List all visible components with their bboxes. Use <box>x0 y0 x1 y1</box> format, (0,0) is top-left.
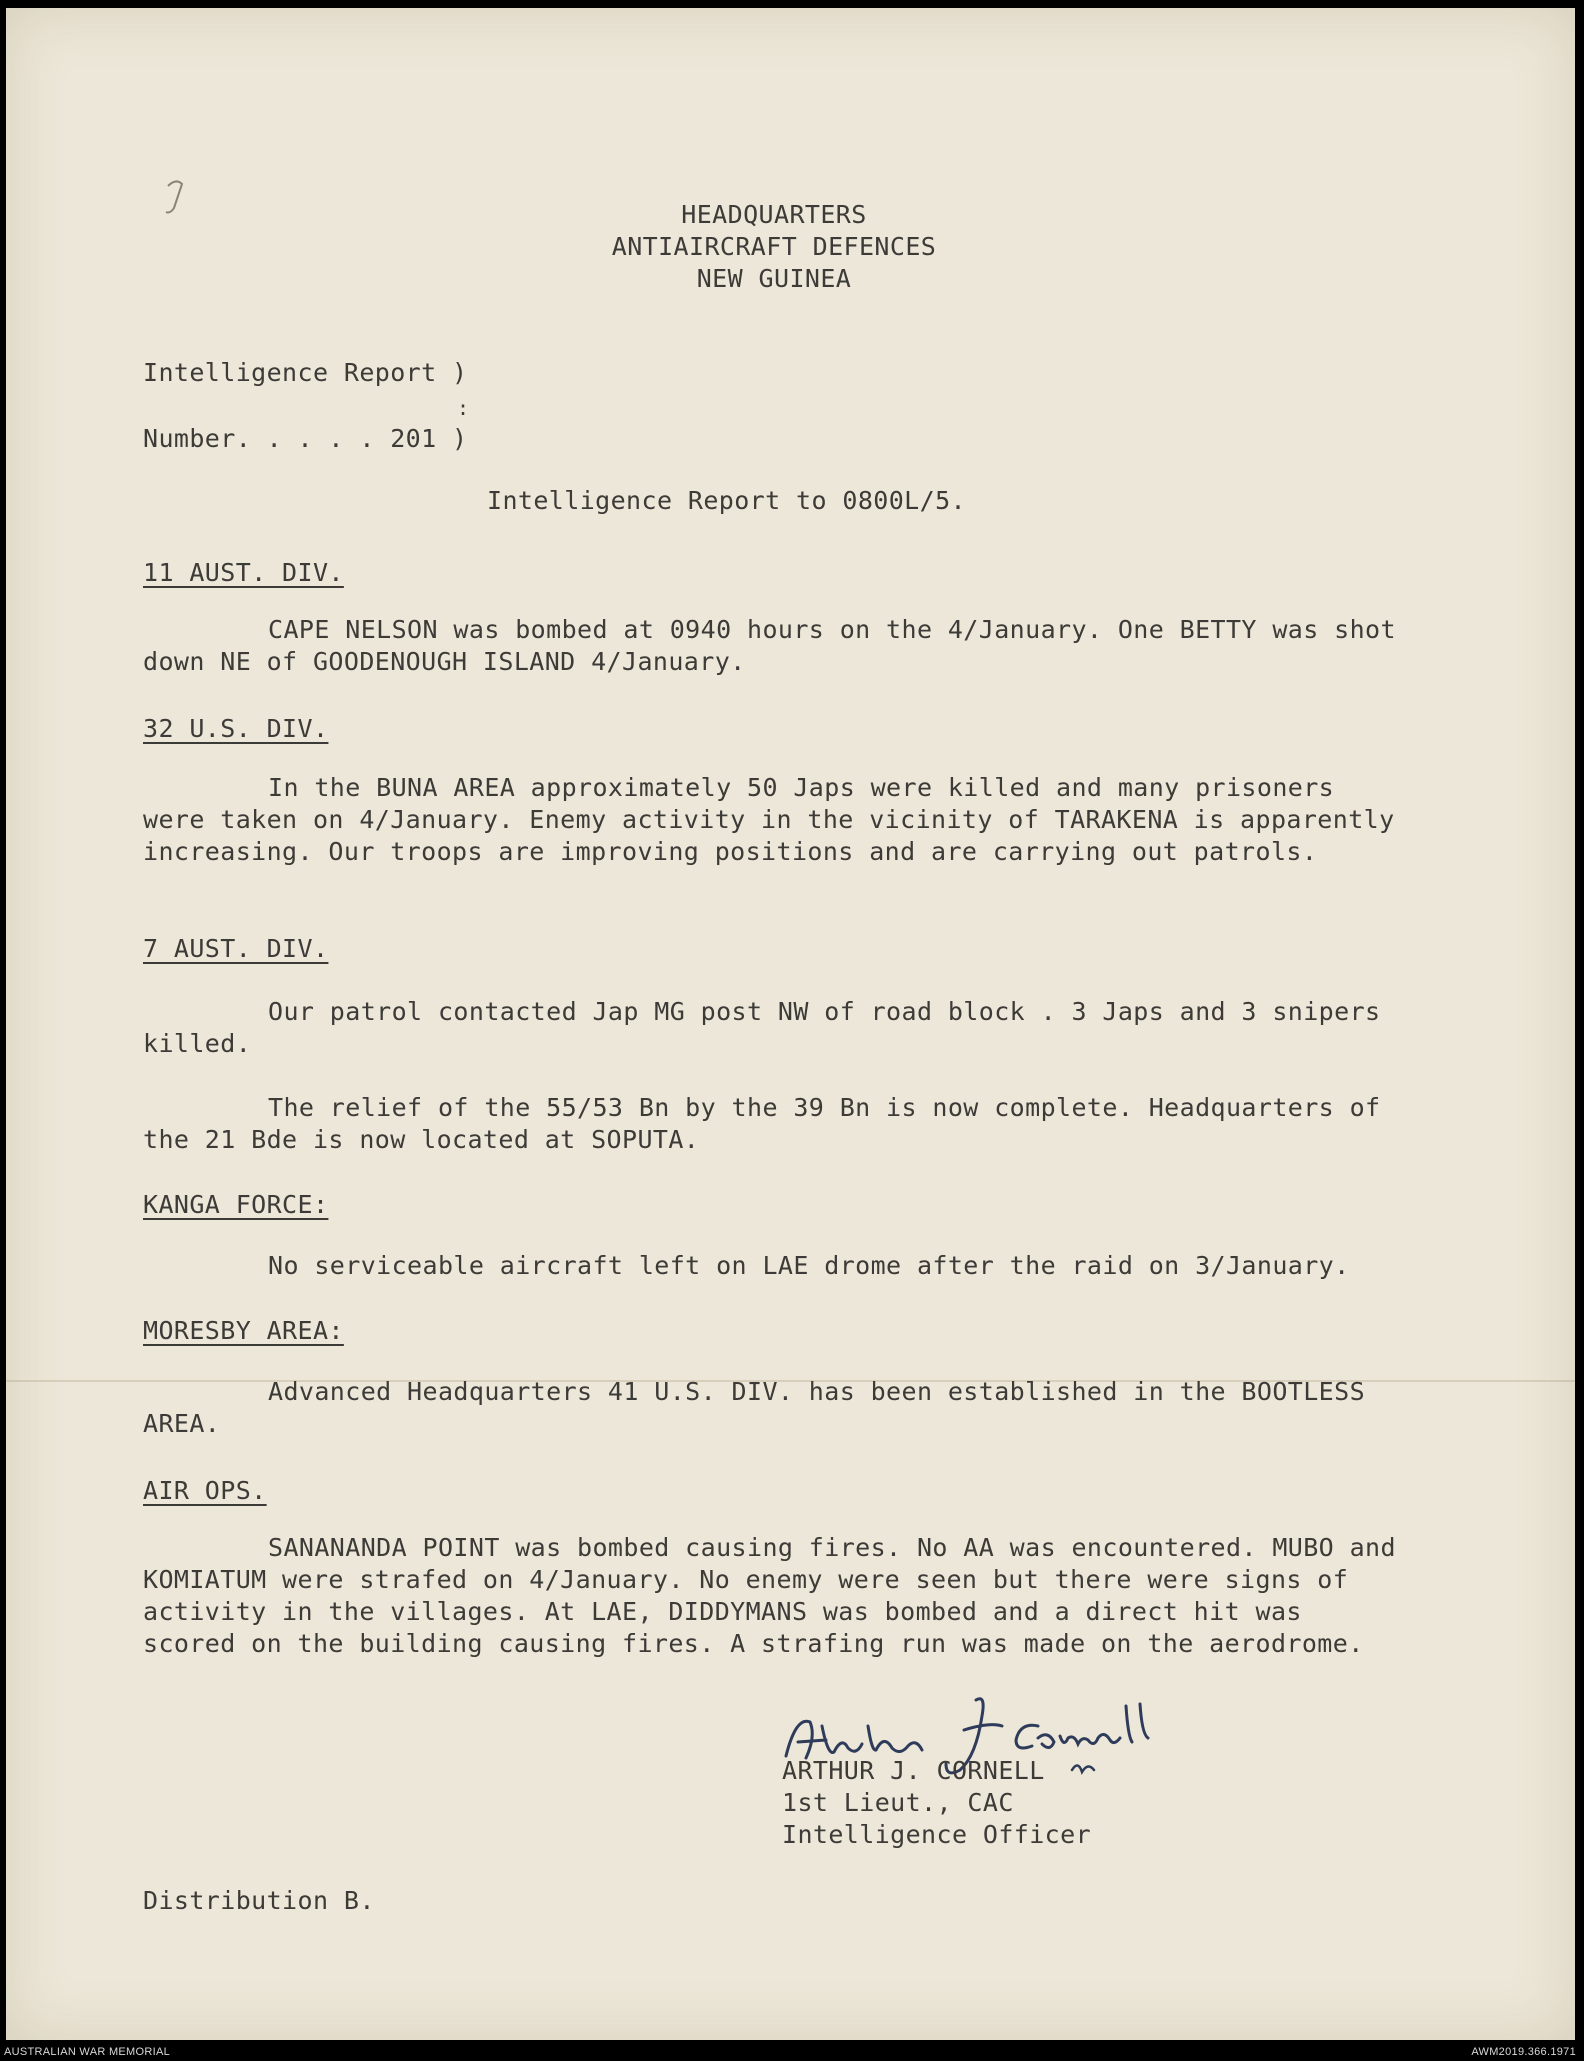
section-paragraph: In the BUNA AREA approximately 50 Japs were killed and many prisoners were taken on 4/January. Enemy activity in the vicinity of TARAKENA is apparently increasing. Our troops are improving positions and are carrying out patrols. <box>143 773 1395 866</box>
header-line-2: ANTIAIRCRAFT DEFENCES <box>611 232 937 261</box>
distribution-line: Distribution B. <box>143 1886 375 1915</box>
report-title: Intelligence Report to 0800L/5. <box>487 486 966 515</box>
section-heading-air-ops: AIR OPS. <box>143 1476 267 1505</box>
staple-mark-icon <box>156 168 196 228</box>
document-page <box>6 8 1575 2040</box>
signatory-title: Intelligence Officer <box>782 1820 1092 1849</box>
section-paragraph: Our patrol contacted Jap MG post NW of road block . 3 Japs and 3 snipers killed. <box>143 997 1381 1058</box>
section-heading-kanga-force: KANGA FORCE: <box>143 1190 329 1219</box>
header-line-3: NEW GUINEA <box>696 264 852 293</box>
section-heading-32-us-div: 32 U.S. DIV. <box>143 714 329 743</box>
header-line-1: HEADQUARTERS <box>681 200 867 229</box>
section-paragraph: No serviceable aircraft left on LAE drome after the raid on 3/January. <box>268 1251 1350 1280</box>
section-paragraph: CAPE NELSON was bombed at 0940 hours on the 4/January. One BETTY was shot down NE of GOODENOUGH ISLAND 4/January. <box>143 615 1396 676</box>
section-heading-moresby-area: MORESBY AREA: <box>143 1316 344 1345</box>
archive-footer-right: AWM2019.366.1971 <box>1471 2046 1576 2058</box>
section-heading-7-aust-div: 7 AUST. DIV. <box>143 934 329 963</box>
archive-footer-left: AUSTRALIAN WAR MEMORIAL <box>4 2046 171 2058</box>
section-heading-11-aust-div: 11 AUST. DIV. <box>143 558 344 587</box>
report-ref-line-1: Intelligence Report ) <box>143 358 468 387</box>
section-paragraph: Advanced Headquarters 41 U.S. DIV. has been established in the BOOTLESS AREA. <box>143 1377 1366 1438</box>
section-paragraph: The relief of the 55/53 Bn by the 39 Bn is now complete. Headquarters of the 21 Bde is now located at SOPUTA. <box>143 1093 1381 1154</box>
report-ref-colon: : <box>457 396 470 420</box>
signatory-name: ARTHUR J. CORNELL <box>782 1756 1045 1785</box>
signatory-rank: 1st Lieut., CAC <box>782 1788 1014 1817</box>
report-ref-line-2: Number. . . . . 201 ) <box>143 424 468 453</box>
section-paragraph: SANANANDA POINT was bombed causing fires. No AA was encountered. MUBO and KOMIATUM were strafed on 4/January. No enemy were seen but there were signs of activity in the villages. At LAE, DIDDYMANS was bombed and a direct hit was scored on the building causing fires. A strafing run was made on the aerodrome. <box>143 1533 1396 1658</box>
